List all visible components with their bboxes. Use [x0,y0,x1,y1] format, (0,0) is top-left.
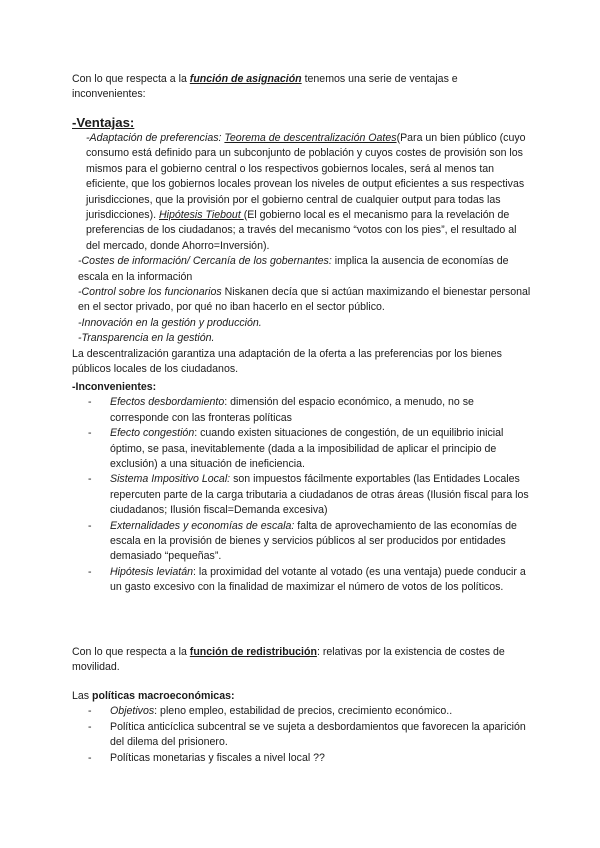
adaptacion-text2: (El gobierno local es el mecanismo para la revelación de preferencias de los ciudadanos; a través del mecanismo “votos con los pies”, el resultado al del mercado, donde Ahorro=Inversión). [86,209,517,252]
costes-text: implica la ausencia de economías de escala en la información [78,255,509,283]
item-text: : pleno empleo, estabilidad de precios, crecimiento económico.. [154,705,453,718]
item-text: falta de aprovechamiento de las economías de escala en la provisión de bienes y servicios públicos al ser producidos por entidades demasiado “pequeñas”. [110,519,517,563]
ventaja-innovacion [72,316,532,331]
adaptacion-label: -Adaptación de preferencias: [86,132,225,144]
adaptacion-text1: (Para un bien público (cuyo consumo está definido para un subconjunto de población y cuyos costes de provisión son los mismos para el gobierno central o los respectivos gobiernos locales, será al menos tan eficiente, que los gobiernos locales provean los niveles de output eficientes a sus respectivas jurisdicciones, que la provisión por el gobierno central de cualquier output para todas las jurisdicciones). [86,132,526,222]
inconveniente-item [72,395,532,426]
ventajas-section [72,114,532,378]
item-text: : dimensión del espacio económico, a menudo, no se corresponde con las fronteras políticas [110,396,474,424]
item-text: Política anticíclica subcentral se ve sujeta a desbordamientos que favorecen la aparición del dilema del prisionero. [110,720,526,749]
inconveniente-item [72,426,532,472]
redistribucion-pre: Con lo que respecta a la [72,646,190,658]
item-label: Hipótesis leviatán [110,565,194,578]
transparencia-label: -Transparencia en la gestión. [78,332,215,345]
ventaja-control [72,285,532,316]
item-text: Políticas monetarias y fiscales a nivel local ?? [110,751,325,764]
ventaja-adaptacion [72,131,532,254]
macro-item [72,751,532,766]
macro-list [72,704,532,766]
dash-bullet: - [88,705,92,718]
dash-bullet: - [88,519,92,532]
intro-term: función de asignación [189,73,302,85]
inconveniente-item [72,519,532,565]
dash-bullet: - [88,427,92,440]
ventaja-costes [72,254,532,285]
intro-post: tenemos una serie de ventajas e inconvenientes: [72,73,458,101]
macro-item [72,720,532,751]
intro-pre: Con lo que respecta a la [72,73,190,85]
redistribucion-paragraph [72,645,532,676]
dash-bullet: - [88,565,92,578]
control-label: -Control sobre los funcionarios [78,286,222,299]
item-label: Efectos desbordamiento [110,396,225,409]
inconvenientes-heading: -Inconvenientes: [72,381,157,393]
macro-pre: Las [72,690,93,702]
costes-label: -Costes de información/ Cercanía de los gobernantes: [78,255,332,268]
item-label: Efecto congestión [110,427,195,440]
ventaja-transparencia [72,331,532,346]
macro-heading-line [72,689,532,704]
item-text: : la proximidad del votante al votado (es una ventaja) puede conducir a un gasto excesivo con la finalidad de maximizar el número de votos de los políticos. [110,565,526,594]
item-label: Externalidades y economías de escala: [110,519,295,532]
inconveniente-item [72,565,532,596]
redistribucion-post: : relativas por la existencia de costes de movilidad. [72,646,505,674]
macro-heading: políticas macroeconómicas: [92,690,235,702]
inconvenientes-section [72,380,532,596]
inconvenientes-list [72,395,532,595]
dash-bullet: - [88,751,92,764]
innovacion-label: -Innovación en la gestión y producción. [78,316,262,329]
item-label: Sistema Impositivo Local: [110,473,231,486]
item-text: son impuestos fácilmente exportables (las Entidades Locales repercuten parte de la carga tributaria a ciudadanos de otras áreas (Ilusión fiscal para los ciudadanos; Ilusión fiscal=Demanda excesiva) [110,473,529,517]
dash-bullet: - [88,720,92,733]
inconveniente-item [72,472,532,518]
redistribucion-term: función de redistribución [189,646,317,658]
macro-section [72,689,532,766]
teorema-oates: Teorema de descentralización Oates [224,132,397,144]
item-label: Objetivos [110,705,155,718]
item-text: : cuando existen situaciones de congestión, de un equilibrio inicial óptimo, se pasa, inevitablemente (dada a la imposibilidad de aplicar el principio de exclusión) a una situación de ineficiencia. [110,427,504,471]
dash-bullet: - [88,473,92,486]
dash-bullet: - [88,396,92,409]
ventajas-heading: -Ventajas: [72,115,135,130]
macro-item [72,704,532,719]
control-text: Niskanen decía que si actúan maximizando el bienestar personal en el sector privado, por qué no iban hacerlo en el sector público. [78,286,531,314]
hipotesis-tiebout: Hipótesis Tiebout [159,209,244,222]
intro-paragraph [72,72,532,103]
ventajas-conclusion: La descentralización garantiza una adaptación de la oferta a las preferencias por los bienes públicos locales de los ciudadanos. [72,347,502,376]
